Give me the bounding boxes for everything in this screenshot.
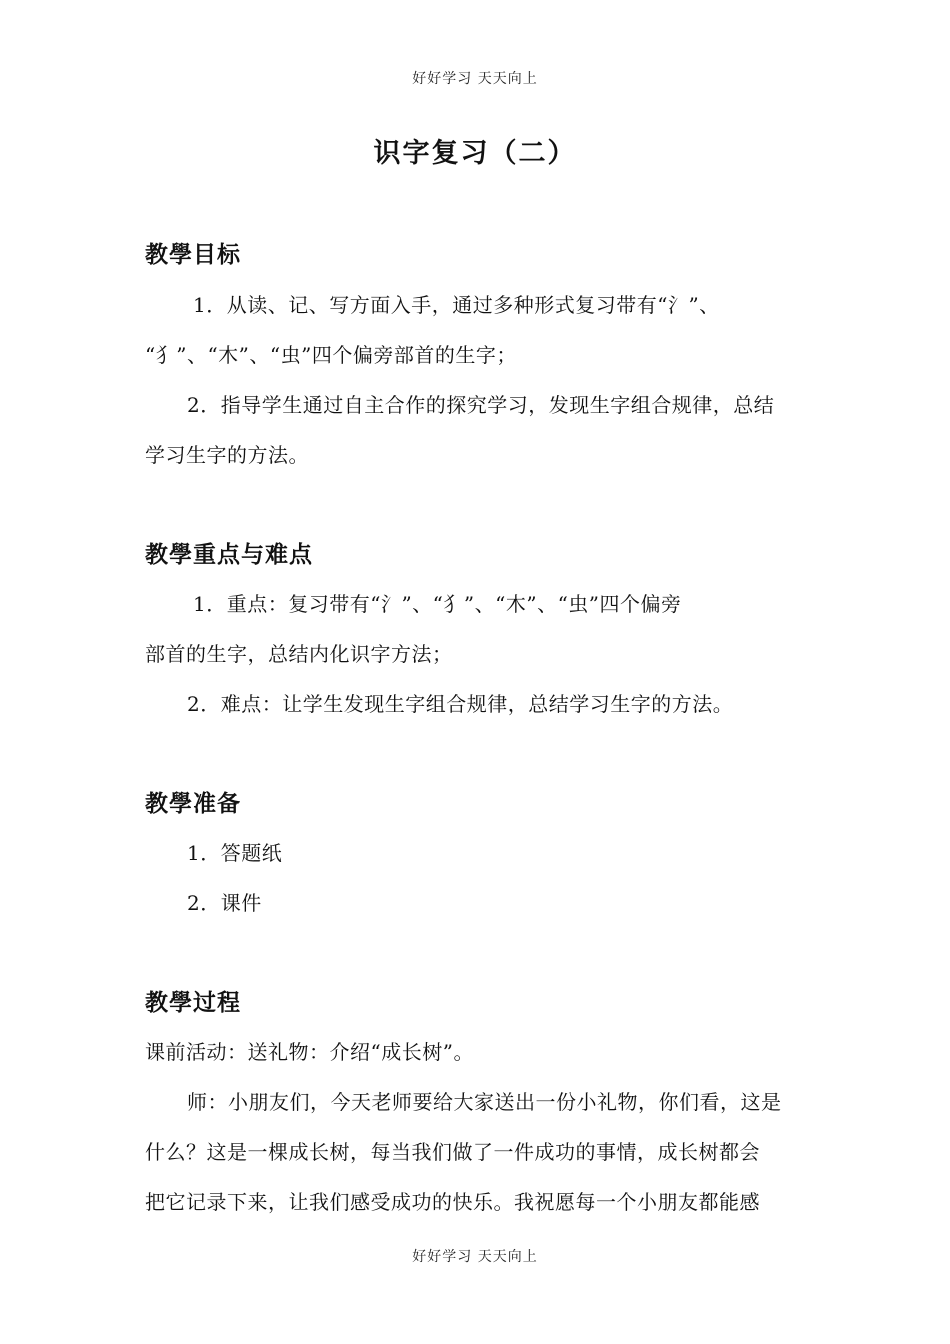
page-title: 识字复习（二） <box>373 138 577 169</box>
keypoints-line-1: 1．重点：复习带有“氵”、“犭”、“木”、“虫”四个偏旁 <box>193 592 682 616</box>
goals-line-1: 1．从读、记、写方面入手，通过多种形式复习带有“氵”、 <box>193 293 720 317</box>
preparation-line-2: 2．课件 <box>187 891 262 915</box>
process-line-2: 师：小朋友们，今天老师要给大家送出一份小礼物，你们看，这是 <box>187 1090 782 1114</box>
section-heading-process: 教學过程 <box>145 990 241 1016</box>
page-footer: 好好学习 天天向上 <box>412 1249 538 1265</box>
goals-line-3: 2．指导学生通过自主合作的探究学习，发现生字组合规律，总结 <box>187 393 775 417</box>
process-line-1: 课前活动：送礼物：介绍“成长树”。 <box>145 1040 474 1064</box>
goals-line-2: “犭”、“木”、“虫”四个偏旁部首的生字； <box>145 343 517 367</box>
keypoints-line-2: 部首的生字，总结内化识字方法； <box>145 642 453 666</box>
preparation-line-1: 1．答题纸 <box>187 841 283 865</box>
section-heading-goals: 教學目标 <box>145 242 241 268</box>
process-line-3: 什么？这是一棵成长树，每当我们做了一件成功的事情，成长树都会 <box>145 1140 760 1164</box>
section-heading-keypoints: 教學重点与难点 <box>145 542 313 568</box>
page-header: 好好学习 天天向上 <box>412 71 538 87</box>
section-heading-preparation: 教學准备 <box>145 791 241 817</box>
process-line-4: 把它记录下来，让我们感受成功的快乐。我祝愿每一个小朋友都能感 <box>145 1190 760 1214</box>
goals-line-4: 学习生字的方法。 <box>145 443 309 467</box>
keypoints-line-3: 2．难点：让学生发现生字组合规律，总结学习生字的方法。 <box>187 692 734 716</box>
